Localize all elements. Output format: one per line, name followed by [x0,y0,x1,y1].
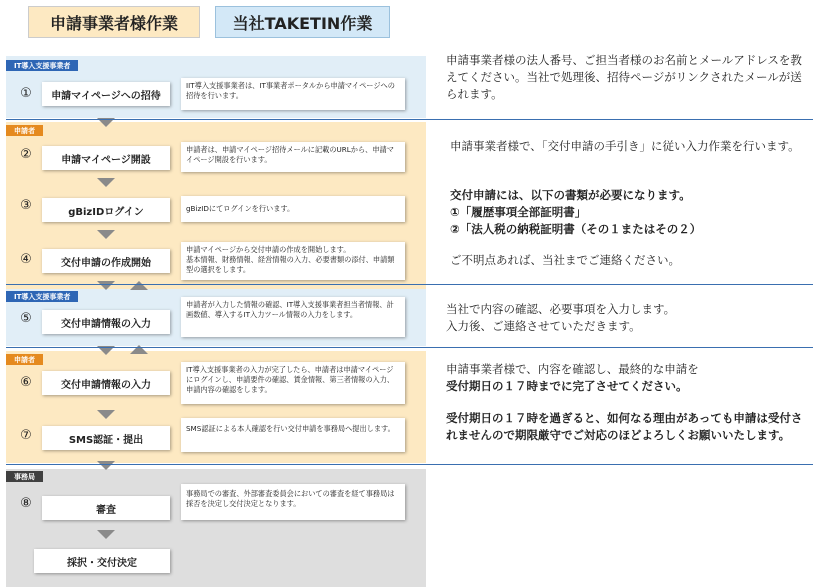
step-gbizid-login: gBizIDログイン [42,198,170,222]
note-final-submit: 申請事業者様で、内容を確認し、最終的な申請を [446,362,699,376]
note-taketin-input: 当社で内容の確認、必要事項を入力します。 入力後、ご連絡させていただきます。 [446,302,676,333]
step-description: 事務局での審査、外部審査委員会においての審査を経て事務局は採否を決定し交付決定となります。 [181,484,405,520]
step-number: ② [20,147,32,162]
step-number: ④ [20,252,32,267]
note-contact: ご不明点あれば、当社までご連絡ください。 [450,253,680,267]
step-number: ⑦ [20,428,32,443]
tag-support: IT導入支援事業者 [6,291,78,302]
step-description: IIT導入支援事業者は、IT事業者ポータルから申請マイページへの招待を行います。 [181,78,405,110]
note-doc-1: ①「履歴事項全部証明書」 [450,205,587,219]
note-doc-2: ②「法人税の納税証明書（その１またはその２） [450,222,702,236]
note-deadline: 受付期日の１７時までに完了させてください。 [446,379,688,393]
tag-office: 事務局 [6,471,43,482]
step-input-application-support: 交付申請情報の入力 [42,310,170,334]
step-adoption-decision: 採択・交付決定 [34,549,170,573]
step-input-application-applicant: 交付申請情報の入力 [42,371,170,395]
step-description: 申請者が入力した情報の確認、IT導入支援事業者担当者情報、計画数値、導入するIT入力ツール情報の入力をします。 [181,297,405,337]
flow-arrow-down [97,530,115,539]
step-description: gBizIDにてログインを行います。 [181,196,405,222]
step-invite-mypage: 申請マイページへの招待 [42,82,170,106]
step-sms-submit: SMS認証・提出 [42,426,170,450]
step-number: ⑤ [20,311,32,326]
section-divider [6,464,813,465]
section-divider [6,347,813,348]
tag-support: IT導入支援事業者 [6,60,78,71]
flow-arrow-up [130,281,148,290]
step-number: ⑥ [20,375,32,390]
step-description: 申請マイページから交付申請の作成を開始します。 基本情報、財務情報、経営情報の入力、必要書類の添付、申請類型の選択をします。 [181,242,405,280]
flow-arrow-down [97,461,115,470]
section-divider [6,119,813,120]
legend-applicant-work: 申請事業者様作業 [28,6,200,38]
step-description: SMS認証による本人確認を行い交付申請を事務局へ提出します。 [181,418,405,452]
step-open-mypage: 申請マイページ開設 [42,146,170,170]
section-divider [6,284,813,285]
step-number: ⑧ [20,496,32,511]
flow-arrow-down [97,281,115,290]
step-number: ① [20,86,32,101]
flow-arrow-down [97,178,115,187]
step-start-application: 交付申請の作成開始 [42,249,170,273]
tag-applicant: 申請者 [6,354,43,365]
note-invite: 申請事業者様の法人番号、ご担当者様のお名前とメールアドレスを教えてください。当社で処理後、招待ページがリンクされたメールが送られます。 [446,53,802,101]
flow-arrow-down [97,230,115,239]
note-required-docs: 交付申請には、以下の書類が必要になります。 [450,188,691,202]
step-description: 申請者は、申請マイページ招待メールに記載のURLから、申請マイページ開設を行います。 [181,142,405,172]
legend-taketin-work: 当社TAKETIN作業 [215,6,390,38]
step-review: 審査 [42,496,170,520]
step-number: ③ [20,198,32,213]
flow-arrow-down [97,410,115,419]
step-description: IT導入支援事業者の入力が完了したら、申請者は申請マイページにログインし、申請要件の確認、賃金情報、第三者情報の入力、申請内容の確認をします。 [181,362,405,404]
note-deadline-warning: 受付期日の１７時を過ぎると、如何なる理由があっても申請は受付されませんので期限厳守でご対応のほどよろしくお願いいたします。 [446,411,803,442]
note-input-guide: 申請事業者様で、「交付申請の手引き」に従い入力作業を行います。 [450,139,800,153]
tag-applicant: 申請者 [6,125,43,136]
